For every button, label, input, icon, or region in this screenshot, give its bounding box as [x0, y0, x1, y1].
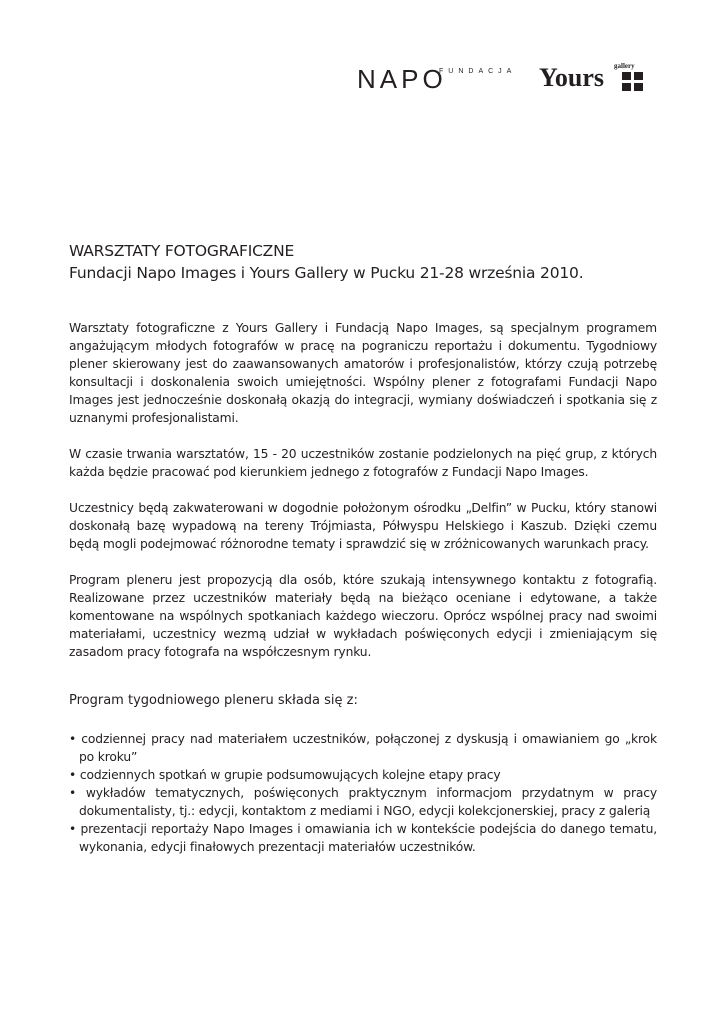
program-heading: Program tygodniowego pleneru składa się z: — [69, 693, 358, 708]
gallery-squares-icon — [622, 72, 644, 91]
gallery-logo-small: gallery — [614, 62, 635, 70]
list-item: • codziennych spotkań w grupie podsumowujących kolejne etapy pracy — [69, 768, 501, 782]
program-list — [69, 730, 657, 856]
napo-logo-subtitle: FUNDACJA — [439, 68, 517, 75]
document-body — [69, 240, 657, 856]
paragraph-groups: W czasie trwania warsztatów, 15 - 20 uczestników zostanie podzielonych na pięć grup, z których każda będzie pracować pod kierunkiem jednego z fotografów z Fundacji Napo Images. — [69, 447, 657, 479]
list-item: • codziennej pracy nad materiałem uczestników, połączonej z dyskusją i omawianiem go „krok po kroku” — [69, 732, 657, 764]
list-item: • wykładów tematycznych, poświęconych praktycznym informacjom przydatnym w pracy dokumentalisty, tj.: edycji, kontaktom z mediami i NGO, edycji kolekcjonerskiej, pracy z galerią — [69, 786, 657, 818]
title-line-2: Fundacji Napo Images i Yours Gallery w Pucku 21-28 września 2010. — [69, 264, 584, 282]
header-logos — [357, 62, 657, 98]
napo-logo: NAPO — [357, 64, 447, 94]
paragraph-intro: Warsztaty fotograficzne z Yours Gallery i Fundacją Napo Images, są specjalnym programem angażującym młodych fotografów w pracę na pograniczu reportażu i dokumentu. Tygodniowy plener skierowany jest do zaawansowanych amatorów i profesjonalistów, którzy czują potrzebę konsultacji i doskonalenia swoich umiejętności. Wspólny plener z fotografami Fundacji Napo Images jest jednocześnie doskonałą okazją do integracji, wymiany doświadczeń i spotkania się z uznanymi profesjonalistami. — [69, 321, 657, 425]
paragraph-program: Program pleneru jest propozycją dla osób, które szukają intensywnego kontaktu z fotografią. Realizowane przez uczestników materiały będą na bieżąco oceniane i edytowane, a także komentowane na wspólnych spotkaniach każdego wieczoru. Oprócz wspólnej pracy nad swoimi materiałami, uczestnicy wezmą udział w wykładach poświęconych edycji i zmieniającym się zasadom pracy fotografa na współczesnym rynku. — [69, 573, 657, 659]
list-item: • prezentacji reportaży Napo Images i omawiania ich w kontekście podejścia do danego tematu, wykonania, edycji finałowych prezentacji materiałów uczestników. — [69, 822, 657, 854]
title-line-1: WARSZTATY FOTOGRAFICZNE — [69, 242, 295, 260]
yours-gallery-logo: Yours — [539, 63, 605, 92]
paragraph-accommodation: Uczestnicy będą zakwaterowani w dogodnie położonym ośrodku „Delfin” w Pucku, który stanowi doskonałą bazę wypadową na tereny Trójmiasta, Półwyspu Helskiego i Kaszub. Dzięki czemu będą mogli podejmować różnorodne tematy i sprawdzić się w zróżnicowanych warunkach pracy. — [69, 501, 657, 551]
